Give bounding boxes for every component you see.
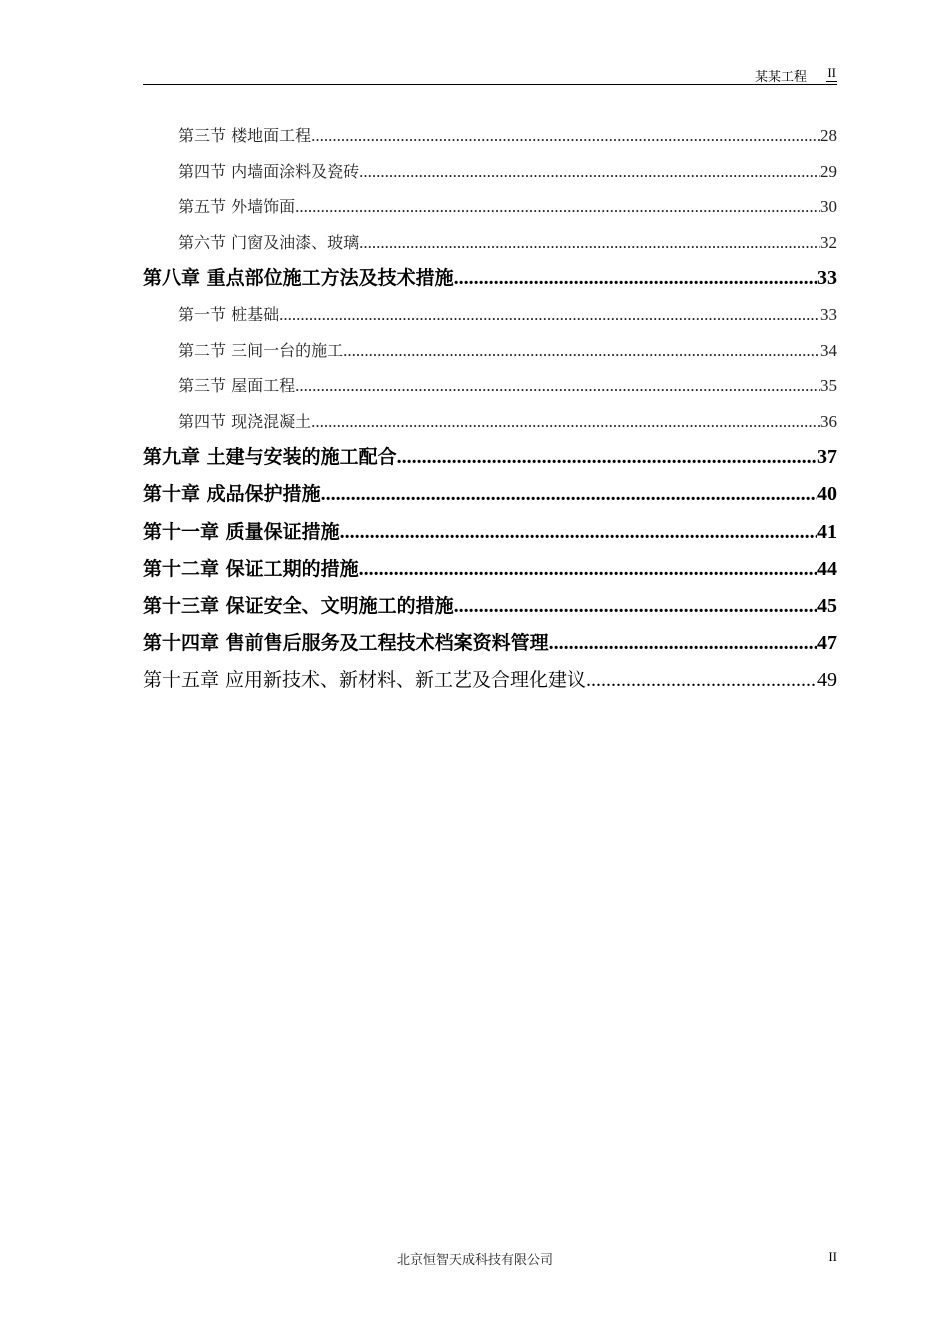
toc-entry-label: 第三节 屋面工程 — [178, 368, 295, 404]
toc-dot-leader — [359, 551, 817, 588]
toc-dot-leader — [454, 588, 817, 625]
toc-entry-label: 第十五章 应用新技术、新材料、新工艺及合理化建议 — [143, 662, 586, 699]
toc-section-entry[interactable] — [143, 368, 837, 404]
toc-entry-page-number: 33 — [817, 260, 837, 297]
toc-entry-label: 第三节 楼地面工程 — [178, 118, 311, 154]
toc-entry-page-number: 40 — [817, 476, 837, 513]
footer-page-number: II — [828, 1249, 837, 1264]
toc-dot-leader — [549, 625, 817, 662]
toc-chapter-entry[interactable] — [143, 625, 837, 662]
header-page-number: II — [827, 65, 836, 80]
toc-entry-page-number: 44 — [817, 551, 837, 588]
toc-chapter-entry[interactable] — [143, 439, 837, 476]
toc-entry-label: 第一节 桩基础 — [178, 297, 279, 333]
toc-dot-leader — [311, 404, 820, 440]
toc-entry-page-number: 41 — [817, 514, 837, 551]
toc-chapter-entry[interactable] — [143, 476, 837, 513]
toc-dot-leader — [343, 333, 820, 369]
toc-entry-label: 第六节 门窗及油漆、玻璃 — [178, 225, 359, 261]
toc-chapter-entry[interactable] — [143, 514, 837, 551]
toc-entry-page-number: 36 — [820, 404, 837, 440]
toc-entry-label: 第五节 外墙饰面 — [178, 189, 295, 225]
toc-section-entry[interactable] — [143, 189, 837, 225]
toc-chapter-entry[interactable] — [143, 662, 837, 699]
toc-dot-leader — [397, 439, 817, 476]
toc-dot-leader — [295, 189, 820, 225]
toc-dot-leader — [340, 514, 817, 551]
toc-entry-page-number: 34 — [820, 333, 837, 369]
toc-entry-label: 第八章 重点部位施工方法及技术措施 — [143, 260, 454, 297]
toc-chapter-entry[interactable] — [143, 588, 837, 625]
toc-entry-page-number: 28 — [820, 118, 837, 154]
toc-dot-leader — [279, 297, 820, 333]
toc-chapter-entry[interactable] — [143, 551, 837, 588]
toc-entry-page-number: 29 — [820, 154, 837, 190]
header-title: 某某工程 — [754, 70, 807, 85]
toc-dot-leader — [454, 260, 817, 297]
toc-section-entry[interactable] — [143, 118, 837, 154]
toc-dot-leader — [586, 662, 817, 699]
toc-entry-label: 第十二章 保证工期的措施 — [143, 551, 359, 588]
toc-entry-page-number: 30 — [820, 189, 837, 225]
toc-entry-label: 第二节 三间一台的施工 — [178, 333, 343, 369]
toc-dot-leader — [359, 154, 820, 190]
toc-entry-page-number: 35 — [820, 368, 837, 404]
toc-entry-page-number: 33 — [820, 297, 837, 333]
toc-entry-page-number: 32 — [820, 225, 837, 261]
toc-dot-leader — [359, 225, 820, 261]
toc-section-entry[interactable] — [143, 154, 837, 190]
table-of-contents — [143, 118, 837, 700]
toc-entry-label: 第九章 土建与安装的施工配合 — [143, 439, 397, 476]
footer-company-name: 北京恒智天成科技有限公司 — [396, 1253, 553, 1268]
toc-entry-label: 第四节 内墙面涂料及瓷砖 — [178, 154, 359, 190]
toc-section-entry[interactable] — [143, 404, 837, 440]
toc-entry-page-number: 49 — [817, 662, 837, 699]
toc-chapter-entry[interactable] — [143, 260, 837, 297]
toc-entry-label: 第十一章 质量保证措施 — [143, 514, 340, 551]
toc-entry-page-number: 37 — [817, 439, 837, 476]
toc-entry-page-number: 47 — [817, 625, 837, 662]
toc-section-entry[interactable] — [143, 297, 837, 333]
toc-section-entry[interactable] — [143, 225, 837, 261]
toc-dot-leader — [295, 368, 820, 404]
toc-dot-leader — [311, 118, 820, 154]
page-header — [143, 62, 837, 85]
toc-dot-leader — [321, 476, 817, 513]
toc-entry-label: 第十四章 售前售后服务及工程技术档案资料管理 — [143, 625, 549, 662]
toc-section-entry[interactable] — [143, 333, 837, 369]
toc-entry-label: 第四节 现浇混凝土 — [178, 404, 311, 440]
toc-entry-label: 第十三章 保证安全、文明施工的措施 — [143, 588, 454, 625]
toc-entry-label: 第十章 成品保护措施 — [143, 476, 321, 513]
toc-entry-page-number: 45 — [817, 588, 837, 625]
